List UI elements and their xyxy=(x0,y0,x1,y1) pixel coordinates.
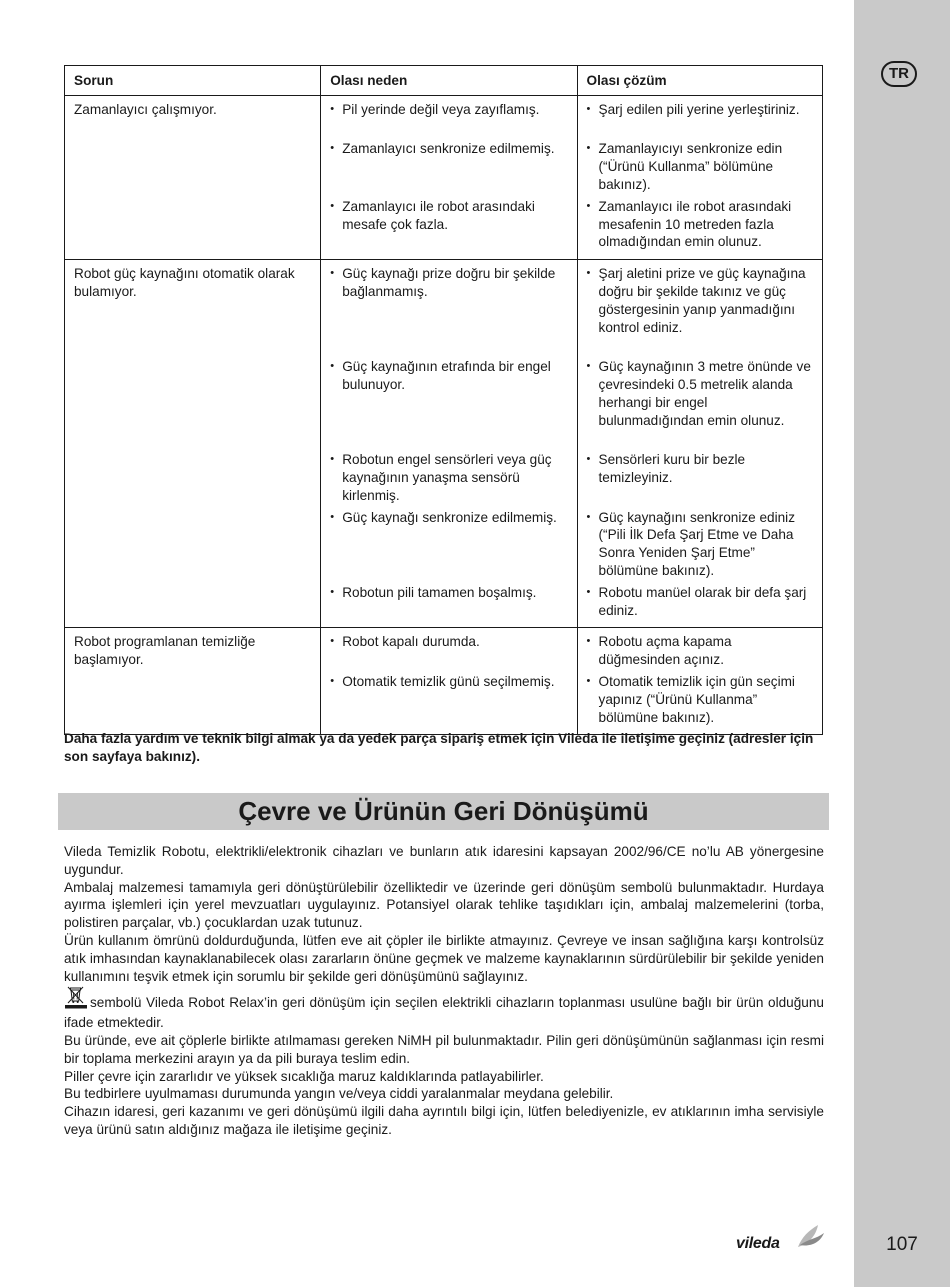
section-title: Çevre ve Ürünün Geri Dönüşümü xyxy=(58,793,829,830)
page-number: 107 xyxy=(886,1234,918,1255)
env-paragraph: Vileda Temizlik Robotu, elektrikli/elektronik cihazları ve bunların atık idaresini kapsayan 2002/96/CE no’lu AB yönergesine uygundur. xyxy=(64,844,824,877)
cause-item: • Güç kaynağı senkronize edilmemiş. xyxy=(330,509,567,580)
environment-text xyxy=(64,843,824,1139)
solution-item: • Otomatik temizlik için gün seçimi yapınız (“Ürünü Kullanma” bölümüne bakınız). xyxy=(587,673,813,726)
env-paragraph: Piller çevre için zararlıdır ve yüksek sıcaklığa maruz kaldıklarında patlayabilirler. xyxy=(64,1068,544,1084)
vileda-logo xyxy=(736,1223,826,1259)
problem-cell xyxy=(65,95,321,259)
solution-item: • Şarj edilen pili yerine yerleştiriniz. xyxy=(587,101,813,137)
table-row xyxy=(65,628,823,735)
solution-item: • Sensörleri kuru bir bezle temizleyiniz. xyxy=(587,451,813,504)
header-solution: Olası çözüm xyxy=(577,66,822,96)
problem-cell xyxy=(65,260,321,628)
problem-text: Robot güç kaynağını otomatik olarak bulamıyor. xyxy=(74,266,295,299)
solution-item: • Zamanlayıcı ile robot arasındaki mesafenin 10 metreden fazla olmadığından emin olunuz. xyxy=(587,198,813,251)
cause-cell xyxy=(321,95,577,259)
cause-item: • Zamanlayıcı ile robot arasındaki mesafe çok fazla. xyxy=(330,198,567,251)
leaf-icon xyxy=(794,1223,826,1249)
problem-text: Robot programlanan temizliğe başlamıyor. xyxy=(74,634,256,668)
env-paragraph: Ambalaj malzemesi tamamıyla geri dönüştürülebilir özelliktedir ve üzerinde geri dönüşüm sembolü bulunmaktadır. Hurdaya ayırma işlemleri için yerel mevzuatları uygulayınız. Potansiyel olarak tehlike taşıdıkları için, ambalaj malzemelerini (torba, polistiren parçalar, vb.) çocuklardan uzak tutunuz. xyxy=(64,879,824,931)
env-paragraph: Ürün kullanım ömrünü doldurduğunda, lütfen eve ait çöpler ile birlikte atmayınız. Çevreye ve insan sağlığına karşı kontrolsüz atık imhasından kaynaklanabilecek olası zararların önüne geçmek ve malzeme kaynaklarının sürdürülebilir bir şekilde yeniden kullanımını teşvik etmek için sorumlu bir şekilde geri dönüşümünü sağlayınız. xyxy=(64,932,824,984)
right-sidebar xyxy=(854,0,950,1287)
env-paragraph-weee xyxy=(64,985,824,1032)
cause-item: • Robot kapalı durumda. xyxy=(330,633,567,669)
language-badge: TR xyxy=(881,61,917,87)
cause-cell xyxy=(321,628,577,735)
header-cause: Olası neden xyxy=(321,66,577,96)
header-problem: Sorun xyxy=(65,66,321,96)
env-paragraph: Bu üründe, eve ait çöplerle birlikte atılmaması gereken NiMH pil bulunmaktadır. Pilin geri dönüşümünün sağlanması için resmi bir toplama merkezini arayın ya da pili buraya teslim edin. xyxy=(64,1032,824,1066)
problem-text: Zamanlayıcı çalışmıyor. xyxy=(74,101,217,117)
table-row xyxy=(65,260,823,628)
table-row xyxy=(65,95,823,259)
help-note: Daha fazla yardım ve teknik bilgi almak ya da yedek parça sipariş etmek için Vileda ile iletişime geçiniz (adresler için son sayfaya bakınız). xyxy=(64,731,814,764)
solution-cell xyxy=(577,95,822,259)
cause-cell xyxy=(321,260,577,628)
cause-item: • Robotun engel sensörleri veya güç kaynağının yanaşma sensörü kirlenmiş. xyxy=(330,451,567,504)
cause-item: • Pil yerinde değil veya zayıflamış. xyxy=(330,101,567,137)
solution-item: • Robotu manüel olarak bir defa şarj ediniz. xyxy=(587,584,813,620)
solution-item: • Robotu açma kapama düğmesinden açınız. xyxy=(587,633,813,669)
solution-item: • Güç kaynağının 3 metre önünde ve çevresindeki 0.5 metrelik alanda herhangi bir engel bulunmadığından emin olunuz. xyxy=(587,358,813,447)
cause-item: • Güç kaynağının etrafında bir engel bulunuyor. xyxy=(330,358,567,447)
weee-text: sembolü Vileda Robot Relax’in geri dönüşüm için seçilen elektrikli cihazların toplanması usulüne bağlı bir ürün olduğunu ifade etmektedir. xyxy=(64,995,824,1031)
crossed-bin-icon xyxy=(64,985,88,1014)
cause-item: • Otomatik temizlik günü seçilmemiş. xyxy=(330,673,567,726)
cause-item: • Robotun pili tamamen boşalmış. xyxy=(330,584,567,620)
table-header-row xyxy=(65,66,823,96)
troubleshooting-table xyxy=(64,65,823,735)
solution-cell xyxy=(577,628,822,735)
solution-cell xyxy=(577,260,822,628)
solution-item: • Zamanlayıcıyı senkronize edin (“Ürünü Kullanma” bölümüne bakınız). xyxy=(587,140,813,193)
logo-text: vileda xyxy=(736,1235,780,1252)
env-paragraph: Cihazın idaresi, geri kazanımı ve geri dönüşümü ilgili daha ayrıntılı bilgi için, lütfen belediyenizle, ev atıklarının imha servisiyle veya ürünü satın aldığınız mağaza ile iletişime geçiniz. xyxy=(64,1104,824,1137)
cause-item: • Güç kaynağı prize doğru bir şekilde bağlanmamış. xyxy=(330,265,567,354)
cause-item: • Zamanlayıcı senkronize edilmemiş. xyxy=(330,140,567,193)
solution-item: • Güç kaynağını senkronize ediniz (“Pili İlk Defa Şarj Etme ve Daha Sonra Yeniden Şarj Etme” bölümüne bakınız). xyxy=(587,509,813,580)
problem-cell xyxy=(65,628,321,735)
env-paragraph: Bu tedbirlere uyulmaması durumunda yangın ve/veya ciddi yaralanmalar meydana gelebilir. xyxy=(64,1086,614,1102)
solution-item: • Şarj aletini prize ve güç kaynağına doğru bir şekilde takınız ve güç göstergesinin yanıp yanmadığını kontrol ediniz. xyxy=(587,265,813,354)
